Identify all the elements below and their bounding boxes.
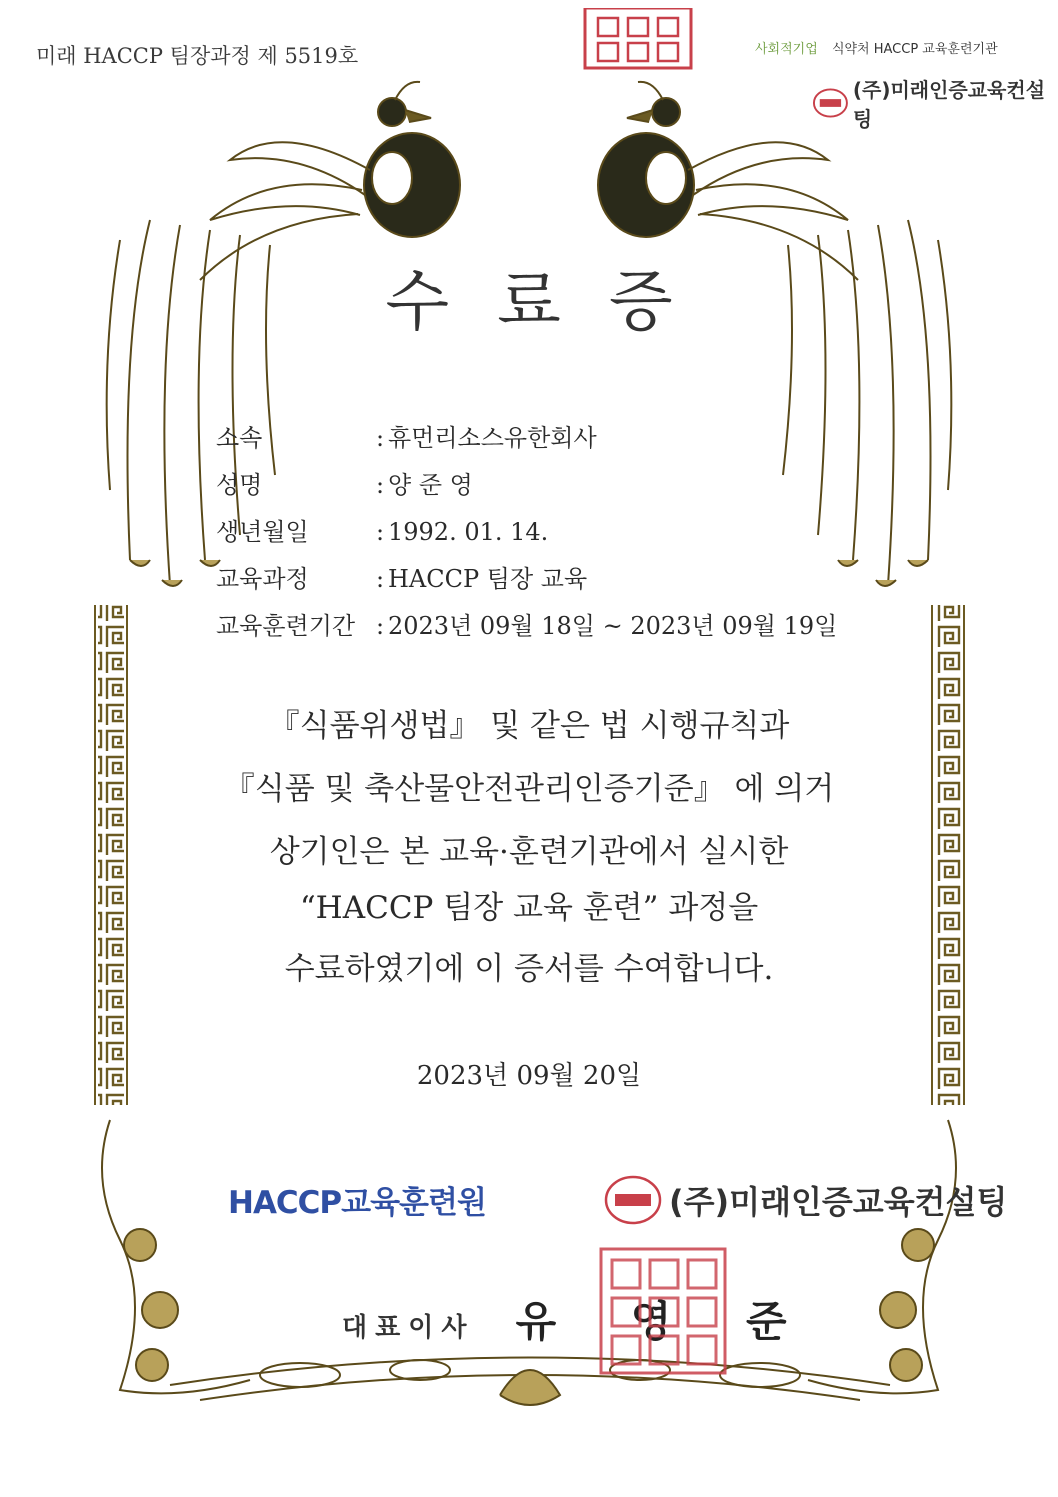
company-name-top: (주)미래인증교육컨설팅 <box>852 78 1046 131</box>
info-label: 성명 <box>216 471 263 499</box>
info-row-course: 교육과정 : HACCP 팀장 교육 <box>216 559 587 594</box>
company-logo-bottom <box>603 1174 1007 1226</box>
ceo-name: 유 영 준 <box>515 1297 817 1346</box>
body-line: “HACCP 팀장 교육 훈련” 과정을 <box>299 890 759 926</box>
certificate-title: 수료증 <box>385 263 721 340</box>
info-value: 2023년 09월 18일 ~ 2023년 09월 19일 <box>388 612 838 640</box>
seal-stamp-icon-bottom <box>598 1246 728 1376</box>
seal-stamp-icon-top <box>583 8 693 70</box>
info-label: 교육훈련기간 <box>216 612 356 640</box>
certificate-number: 미래 HACCP 팀장과정 제 5519호 <box>36 44 359 68</box>
ceo-signature <box>342 1289 817 1349</box>
company-logo-top <box>812 74 1058 132</box>
mfds-logo: 식약처 HACCP 교육훈련기관 <box>831 42 998 57</box>
info-value: HACCP 팀장 교육 <box>388 565 588 593</box>
info-row-birthdate: 생년월일 : 1992. 01. 14. <box>216 512 548 547</box>
info-value: 1992. 01. 14. <box>388 518 549 546</box>
body-line: 『식품 및 축산물안전관리인증기준』 에 의거 <box>223 771 835 807</box>
company-badge-icon <box>603 1174 663 1226</box>
company-name-bottom: (주)미래인증교육컨설팅 <box>669 1183 1008 1221</box>
info-label: 소속 <box>216 424 263 452</box>
flower-ornament-icon <box>102 1120 956 1405</box>
social-enterprise-logo: 사회적기업 <box>755 42 818 57</box>
info-label: 생년월일 <box>216 518 309 546</box>
haccp-training-logo: HACCP교육훈련원 <box>228 1185 486 1221</box>
partner-logos <box>755 38 998 57</box>
body-line: 수료하였기에 이 증서를 수여합니다. <box>284 951 774 987</box>
ceo-title: 대표이사 <box>342 1313 475 1343</box>
issue-date: 2023년 09월 20일 <box>416 1061 642 1091</box>
info-label: 교육과정 <box>216 565 309 593</box>
info-value: 양 준 영 <box>388 471 473 499</box>
info-row-period: 교육훈련기간 : 2023년 09월 18일 ~ 2023년 09월 19일 <box>216 606 837 641</box>
company-badge-icon <box>812 87 849 119</box>
body-line: 『식품위생법』 및 같은 법 시행규칙과 <box>268 708 790 744</box>
info-row-name: 성명 : 양 준 영 <box>216 465 473 500</box>
body-line: 상기인은 본 교육·훈련기관에서 실시한 <box>269 834 789 870</box>
info-value: 휴먼리소스유한회사 <box>388 424 597 452</box>
info-row-affiliation: 소속 : 휴먼리소스유한회사 <box>216 418 597 453</box>
